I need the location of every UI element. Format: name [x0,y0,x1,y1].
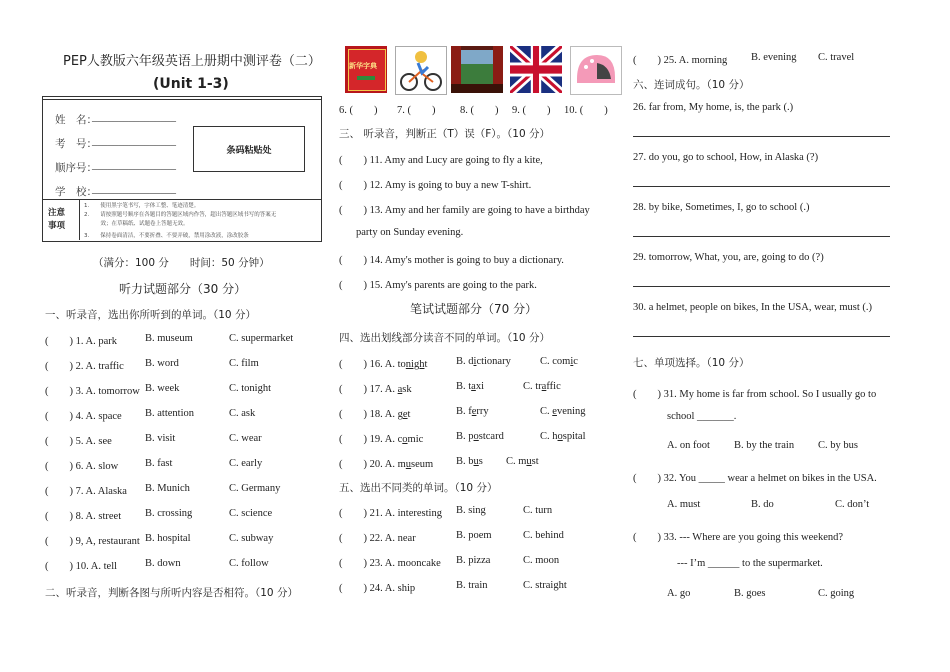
school-field[interactable]: ________________ [92,184,176,195]
phonics-option-c[interactable] [540,406,586,417]
q32-option-c[interactable]: C. don’t [835,499,870,510]
mc-question-32[interactable]: ( ) 32. You _____ wear a helmet on bikes in the USA. [633,473,877,484]
option-c[interactable]: C. follow [229,558,269,569]
phonics-option-b[interactable] [456,381,484,392]
option-c[interactable]: C. Germany [229,483,281,494]
underlined-letters: u [473,456,479,467]
word-part: C. com [540,356,571,367]
order-number-label: 顺序号： [55,162,97,174]
odd-one-question-22[interactable]: ( ) 22. A. near [339,533,416,544]
note-3: 3. 保持卷面清洁，不要折叠、不要弄破，禁用涂改液，涂改胶条 [84,233,249,239]
picture-union-flag [510,46,562,93]
answer-line[interactable] [633,186,890,187]
phonics-question-20[interactable] [339,456,433,471]
listen-question-7[interactable]: ( ) 7. A. Alaska [45,486,127,497]
option-b[interactable]: B. week [145,383,180,394]
odd-one-question-25[interactable]: ( ) 25. A. morning [633,55,728,66]
name-field-label: 姓 名： [55,114,97,126]
underlined-letters: e [471,406,477,417]
option-c[interactable]: C. turn [523,505,553,516]
section1-title: 一、听录音，选出你所听到的单词。（10 分） [45,309,256,321]
phonics-question-16[interactable] [339,356,427,371]
phonics-option-b[interactable] [456,406,489,417]
school-label: 学 校： [55,186,97,198]
option-c[interactable]: C. straight [523,580,567,591]
phonics-question-19[interactable] [339,431,423,446]
word-part: rry [476,406,489,417]
picture-answer-6[interactable]: 6. ( ) [339,105,378,116]
underlined-letters: e [402,409,408,420]
option-b[interactable]: B. train [456,580,488,591]
picture-helmet [570,46,622,95]
word-part: s [478,456,483,467]
section5-title: 五、选出不同类的单词。（10 分） [339,482,498,494]
listen-question-6[interactable]: ( ) 6. A. slow [45,461,119,472]
odd-one-question-23[interactable]: ( ) 23. A. mooncake [339,558,441,569]
word-part: stcard [478,431,504,442]
option-c[interactable]: C. tonight [229,383,272,394]
option-c[interactable]: C. early [229,458,263,469]
word-part: B. p [456,431,474,442]
sentence-question-27: 27. do you, go to school, How, in Alaska (?) [633,152,819,163]
option-c[interactable]: C. subway [229,533,274,544]
underlined-letters: nigh [405,359,425,370]
picture-dictionary [345,46,387,93]
underlined-letters: a [541,381,547,392]
underlined-letters: i [473,356,477,367]
tf-item-14[interactable]: ( ) 14. Amy's mother is going to buy a dictionary. [339,255,564,266]
note-2: 2. 请按照题号顺序在各题目的答题区域内作答，超出答题区域书写的答案无 [84,212,277,218]
exam-title: PEP人教版六年级英语上册期中测评卷（二） [63,54,321,69]
underlined-letters: a [397,384,403,395]
word-part: B. t [456,381,472,392]
listen-question-3[interactable]: ( ) 3. A. tomorrow [45,386,140,397]
word-part: ( ) 19. A. c [339,434,403,445]
word-part: seum [411,459,434,470]
sentence-question-29: 29. tomorrow, What, you, are, going to do (?) [633,252,824,263]
tf-item-13-cont: party on Sunday evening. [356,227,464,238]
q32-option-b[interactable]: B. do [751,499,774,510]
barcode-area [193,126,305,172]
word-part: C. [540,406,553,417]
option-c[interactable]: C. behind [523,530,564,541]
answer-line[interactable] [633,286,890,287]
section4-title: 四、选出划线部分读音不同的单词。（10 分） [339,332,550,344]
name-field[interactable]: ________________ [92,112,176,123]
q31-option-a[interactable]: A. on foot [667,440,710,451]
score-time: （满分：100 分 时间：50 分钟） [93,257,270,269]
option-b[interactable]: B. fast [145,458,173,469]
q33-option-c[interactable]: C. going [818,588,855,599]
sentence-question-26: 26. far from, My home, is, the park (.) [633,102,794,113]
option-c[interactable]: C. wear [229,433,262,444]
exam-number-label: 考 号： [55,138,97,150]
word-part: spital [562,431,586,442]
option-b[interactable]: B. crossing [145,508,193,519]
option-b[interactable]: B. poem [456,530,492,541]
word-part: ( ) 17. A. [339,384,398,395]
word-part: B. d [456,356,474,367]
picture-answer-8[interactable]: 8. ( ) [460,105,499,116]
q31-option-b[interactable]: B. by the train [734,440,795,451]
word-part: vening [556,406,586,417]
option-b[interactable]: B. attention [145,408,194,419]
option-b[interactable]: B. sing [456,505,486,516]
listen-question-10[interactable]: ( ) 10. A. tell [45,561,118,572]
option-c[interactable]: C. supermarket [229,333,294,344]
phonics-option-c[interactable] [506,456,539,467]
option-b[interactable]: B. evening [751,52,797,63]
dictionary-cover-text: 新华字典 [349,62,377,70]
answer-line[interactable] [633,236,890,237]
odd-one-question-21[interactable]: ( ) 21. A. interesting [339,508,442,519]
word-part: ffic [546,381,561,392]
order-number-field[interactable]: ________________ [92,160,176,171]
phonics-option-b[interactable] [456,431,504,442]
option-b[interactable]: B. down [145,558,181,569]
option-b[interactable]: B. museum [145,333,193,344]
note-1: 1. 使用黑字笔书写，字体工整、笔迹清楚。 [84,203,200,209]
q33-option-b[interactable]: B. goes [734,588,766,599]
phonics-option-c[interactable] [523,381,561,392]
mc-question-31-cont: school _______. [667,411,737,422]
word-part: c [573,356,578,367]
word-part: xi [475,381,485,392]
section2-title: 二、听录音，判断各图与所听内容是否相符。（10 分） [45,587,298,599]
word-part: st [531,456,539,467]
underlined-letters: o [402,434,408,445]
listen-question-1[interactable]: ( ) 1. A. park [45,336,118,347]
underlined-letters: e [552,406,557,417]
barcode-label: 条码粘贴处 [226,145,272,156]
picture-stage [451,46,503,93]
option-b[interactable]: B. word [145,358,179,369]
phonics-question-18[interactable] [339,406,410,421]
written-heading: 笔试试题部分（70 分） [410,302,538,316]
answer-line[interactable] [633,336,890,337]
q33-option-a[interactable]: A. go [667,588,691,599]
unit-range: (Unit 1-3) [153,76,229,92]
notes-label: 注意 事项 [48,208,66,231]
tf-item-15[interactable]: ( ) 15. Amy's parents are going to the park. [339,280,537,291]
listen-question-9[interactable]: ( ) 9, A, restaurant [45,536,140,547]
word-part: t [424,359,428,370]
phonics-option-c[interactable] [540,431,586,442]
option-b[interactable]: B. pizza [456,555,491,566]
mc-question-33[interactable]: ( ) 33. --- Where are you going this weekend? [633,532,844,543]
exam-number-field[interactable]: ________________ [92,136,176,147]
underlined-letters: u [526,456,532,467]
word-part: C. m [506,456,527,467]
underlined-letters: o [473,431,479,442]
listen-question-2[interactable]: ( ) 2. A. traffic [45,361,124,372]
section3-title: 三、 听录音，判断正（T）误（F）。（10 分） [339,128,550,140]
picture-answer-10[interactable]: 10. ( ) [564,105,608,116]
listening-heading: 听力试题部分（30 分） [119,282,247,296]
underlined-letters: o [557,431,563,442]
phonics-option-b[interactable] [456,456,483,467]
word-part: ( ) 20. A. m [339,459,406,470]
option-b[interactable]: B. hospital [145,533,191,544]
word-part: B. b [456,456,474,467]
listen-question-8[interactable]: ( ) 8. A. street [45,511,122,522]
option-c[interactable]: C. travel [818,52,855,63]
word-part: mic [407,434,424,445]
word-part: ( ) 18. A. g [339,409,403,420]
answer-line[interactable] [633,136,890,137]
q32-option-a[interactable]: A. must [667,499,701,510]
word-part: B. f [456,406,472,417]
sentence-question-30: 30. a helmet, people on bikes, In the USA, wear, must (.) [633,302,872,313]
option-c[interactable]: C. film [229,358,259,369]
phonics-question-17[interactable] [339,381,412,396]
section6-title: 六、连词成句。（10 分） [633,79,750,91]
word-part: C. tr [523,381,542,392]
option-b[interactable]: B. Munich [145,483,190,494]
section7-title: 七、单项选择。（10 分） [633,357,750,369]
tf-item-11[interactable]: ( ) 11. Amy and Lucy are going to fly a kite, [339,155,543,166]
option-b[interactable]: B. visit [145,433,176,444]
word-part: C. h [540,431,558,442]
word-part: ( ) 16. A. to [339,359,406,370]
phonics-option-b[interactable] [456,356,511,367]
mc-question-31[interactable]: ( ) 31. My home is far from school. So I usually go to [633,389,877,400]
picture-answer-9[interactable]: 9. ( ) [512,105,551,116]
underlined-letters: u [405,459,412,470]
word-part: sk [402,384,412,395]
word-part: ctionary [476,356,511,367]
odd-one-question-24[interactable]: ( ) 24. A. ship [339,583,416,594]
word-part: t [407,409,411,420]
listen-question-5[interactable]: ( ) 5. A. see [45,436,112,447]
sentence-question-28: 28. by bike, Sometimes, I, go to school (.) [633,202,810,213]
tf-item-13[interactable]: ( ) 13. Amy and her family are going to have a birthday [339,205,590,216]
option-c[interactable]: C. ask [229,408,256,419]
q31-option-c[interactable]: C. by bus [818,440,858,451]
tf-item-12[interactable]: ( ) 12. Amy is going to buy a new T-shirt. [339,180,532,191]
option-c[interactable]: C. moon [523,555,560,566]
option-c[interactable]: C. science [229,508,273,519]
note-2b: 效；在草稿纸、试题卷上答题无效。 [84,221,189,227]
picture-answer-7[interactable]: 7. ( ) [397,105,436,116]
mc-question-33-cont: --- I’m ______ to the supermarket. [677,558,823,569]
underlined-letters: i [570,356,574,367]
listen-question-4[interactable]: ( ) 4. A. space [45,411,122,422]
picture-cyclist [395,46,447,95]
phonics-option-c[interactable] [540,356,578,367]
underlined-letters: a [471,381,476,392]
